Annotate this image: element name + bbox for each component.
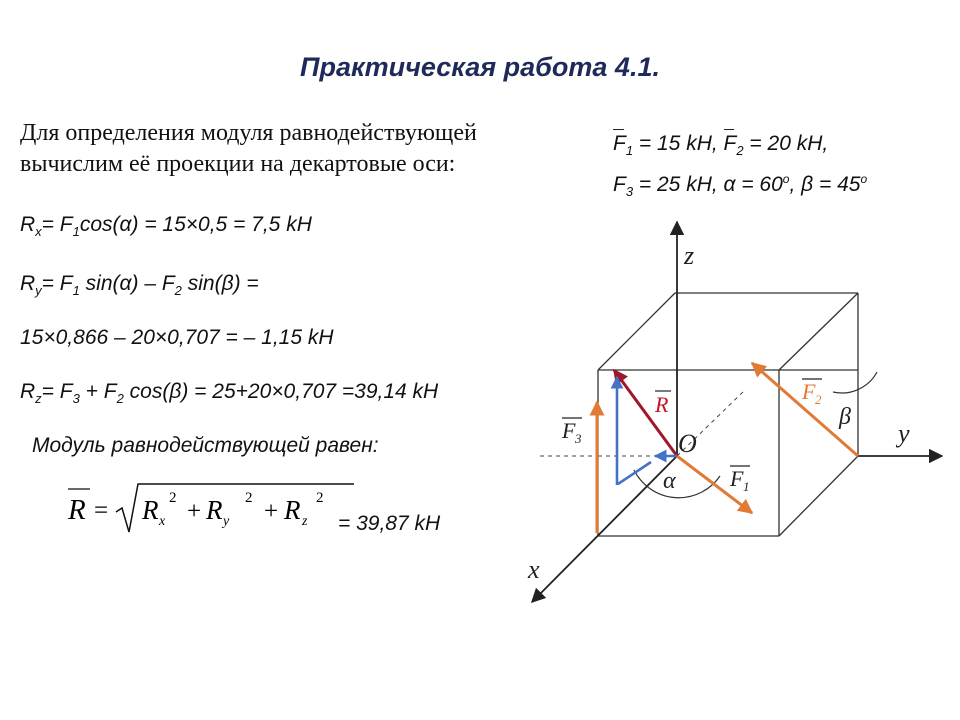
label-f3: F xyxy=(562,418,576,443)
term-rx-sub: x xyxy=(159,514,166,529)
label-r: R xyxy=(655,392,669,417)
ry-f1-sub: 1 xyxy=(72,283,80,299)
formula-plus-1: + xyxy=(187,498,202,525)
parallelepiped xyxy=(598,293,858,536)
given-line-2 xyxy=(613,172,867,199)
axis-x-line xyxy=(532,456,677,602)
beta-arc xyxy=(833,372,877,393)
term-ry: R xyxy=(206,495,223,525)
label-beta: β xyxy=(839,404,851,430)
equation-rx xyxy=(20,213,312,239)
term-rz-sub: z xyxy=(302,514,308,529)
formula-eq: = xyxy=(94,497,109,524)
label-axis-y: y xyxy=(898,419,910,448)
formula-lhs: R xyxy=(68,494,86,526)
f1-value: = 15 kH, xyxy=(633,132,724,155)
f2-value: = 20 kH, xyxy=(743,132,829,155)
label-alpha: α xyxy=(663,468,676,494)
given-line-1 xyxy=(613,132,828,158)
term-rx: R xyxy=(142,495,159,525)
rz-part3: cos(β) = 25+20×0,707 =39,14 kH xyxy=(123,380,439,403)
f2-symbol: F xyxy=(723,132,737,155)
equation-ry-values: 15×0,866 – 20×0,707 = – 1,15 kH xyxy=(20,326,334,349)
slide-title: Практическая работа 4.1. xyxy=(300,52,660,82)
force-diagram xyxy=(520,215,950,615)
label-axis-z: z xyxy=(684,241,695,270)
f3-sub: 3 xyxy=(625,184,634,200)
rz-f2-sub: 2 xyxy=(116,391,124,407)
vector-ry xyxy=(618,462,651,484)
rz-part1: = F xyxy=(41,380,73,403)
label-f3-sub: 3 xyxy=(575,431,582,446)
rx-sub: x xyxy=(35,224,42,240)
term-ry-sub: y xyxy=(223,514,230,529)
rz-sub: z xyxy=(35,391,42,407)
equation-rz xyxy=(20,380,438,406)
label-origin: O xyxy=(678,429,697,458)
intro-text xyxy=(20,118,477,180)
ry-sub: y xyxy=(35,283,42,299)
beta-degree: о xyxy=(860,172,868,186)
modulus-title: Модуль равнодействующей равен: xyxy=(32,434,379,457)
ry-f2-sub: 2 xyxy=(174,283,182,299)
rx-part1: = F xyxy=(41,213,73,236)
f3-value: = 25 kH, α = 60 xyxy=(633,173,783,196)
f1-symbol: F xyxy=(613,132,626,155)
label-f2: F xyxy=(802,379,816,404)
ry-part2: sin(α) – F xyxy=(79,272,175,295)
label-axis-x: x xyxy=(528,555,540,584)
ry-r: R xyxy=(20,272,36,295)
label-f2-sub: 2 xyxy=(815,392,822,407)
alpha-arc xyxy=(634,470,720,498)
term-rx-pow: 2 xyxy=(169,490,177,506)
label-f1-sub: 1 xyxy=(743,479,750,494)
term-rz: R xyxy=(284,495,301,525)
beta-value: , β = 45 xyxy=(789,173,861,196)
rz-part2: + F xyxy=(79,380,117,403)
label-f1: F xyxy=(730,466,744,491)
f2-sub: 2 xyxy=(736,143,744,159)
rx-f-sub: 1 xyxy=(72,224,80,240)
rx-r: R xyxy=(20,213,36,236)
intro-line-2: вычислим её проекции на декартовые оси: xyxy=(20,151,456,177)
ry-part3: sin(β) = xyxy=(181,272,259,295)
equation-ry xyxy=(20,272,259,298)
term-ry-pow: 2 xyxy=(245,490,253,506)
rz-r: R xyxy=(20,380,36,403)
term-rz-pow: 2 xyxy=(316,490,324,506)
alpha-degree: о xyxy=(782,172,790,186)
formula-result: = 39,87 kH xyxy=(338,512,441,535)
formula-plus-2: + xyxy=(264,498,279,525)
f3-symbol: F xyxy=(613,173,626,196)
rz-f3-sub: 3 xyxy=(72,391,80,407)
rx-part2: cos(α) = 15×0,5 = 7,5 kH xyxy=(79,213,312,236)
modulus-formula xyxy=(66,480,356,540)
f1-sub: 1 xyxy=(625,143,634,159)
ry-part1: = F xyxy=(41,272,73,295)
intro-line-1: Для определения модуля равнодействующей xyxy=(20,120,477,146)
